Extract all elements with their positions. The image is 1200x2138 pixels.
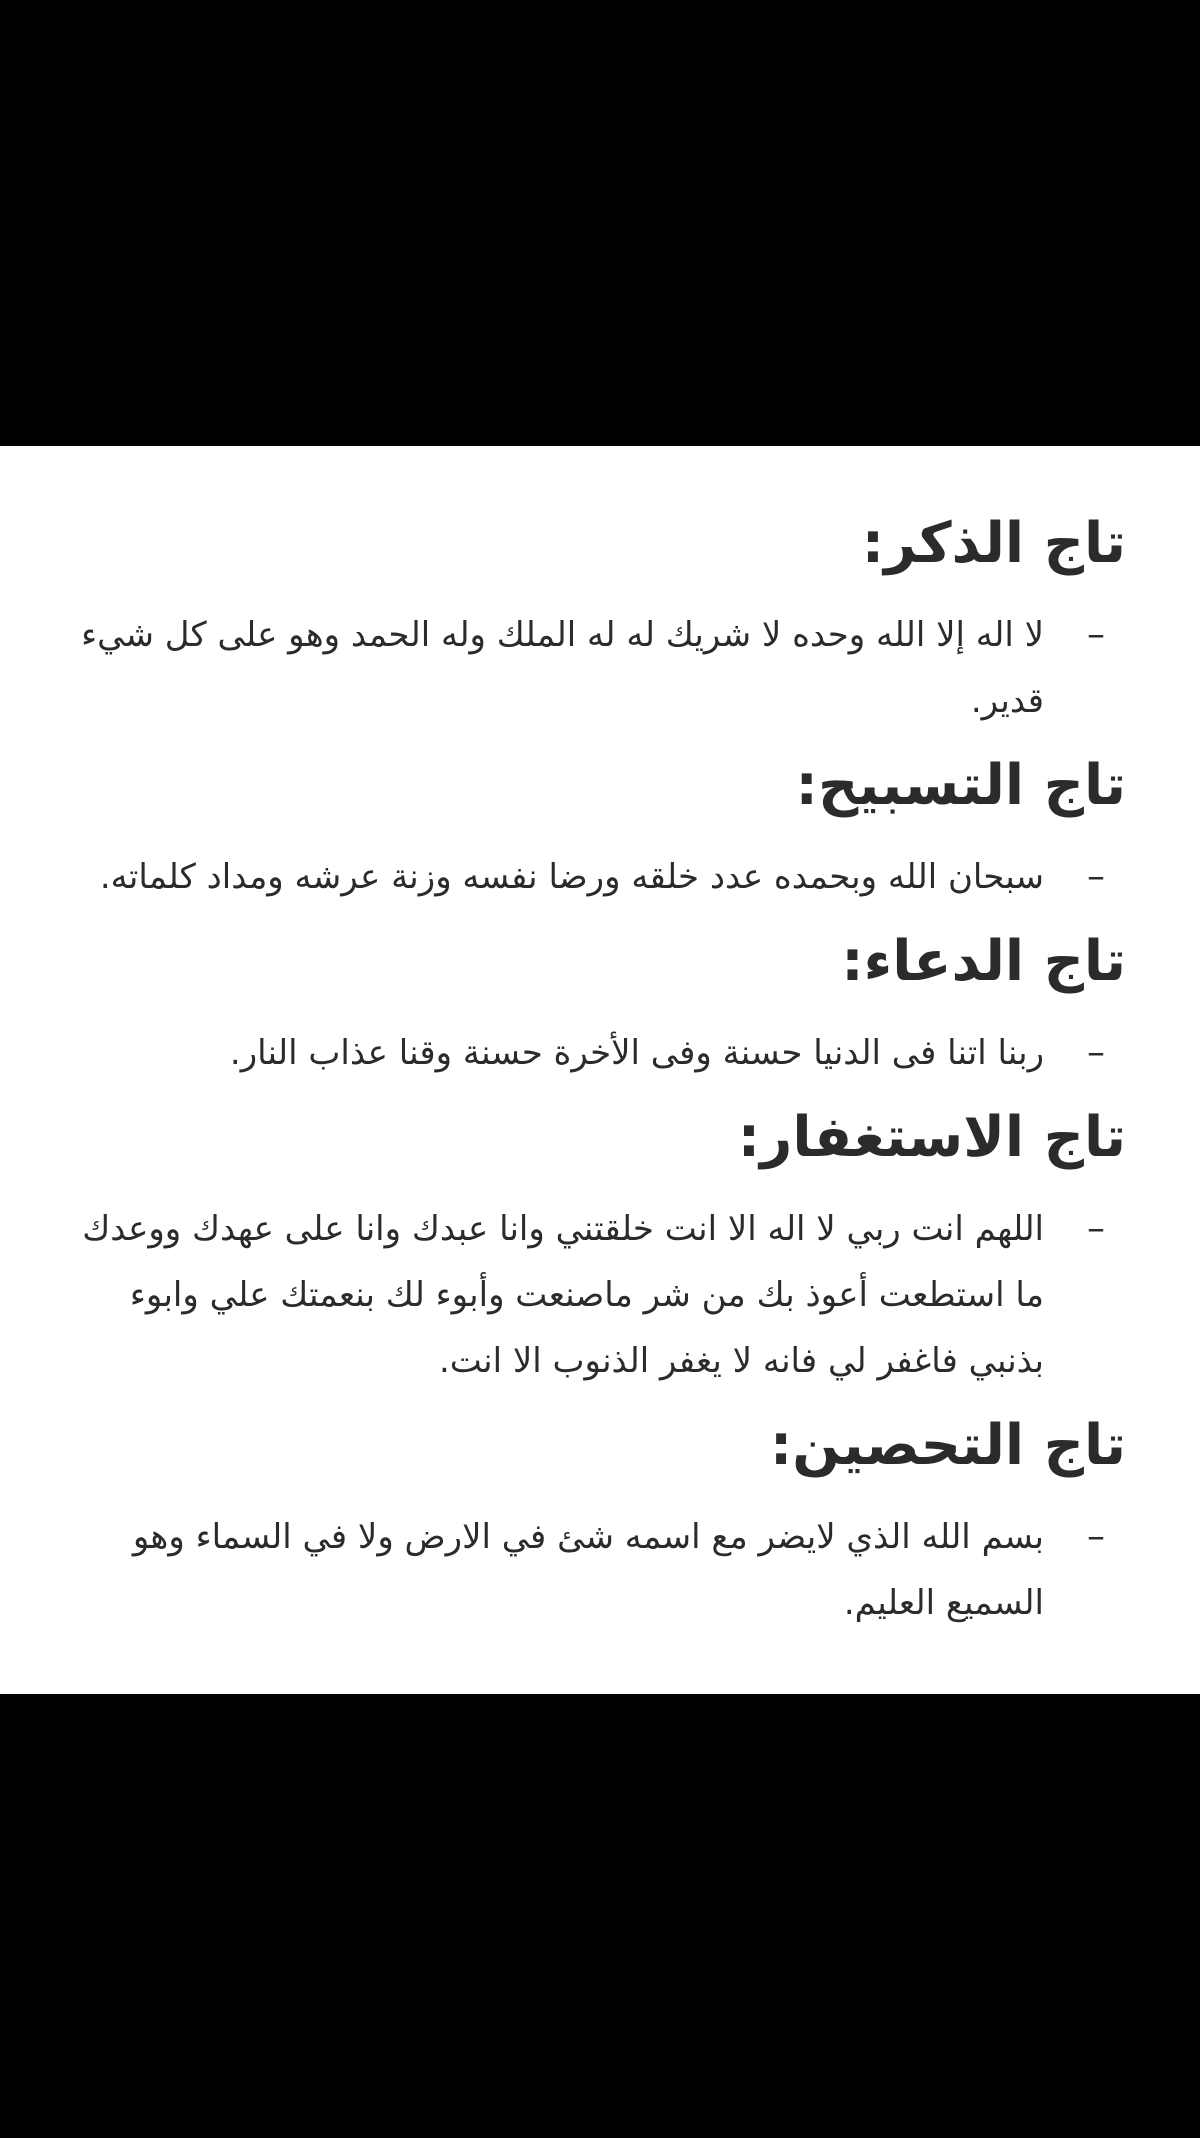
section-dua bbox=[60, 922, 1126, 1086]
section-tahseen bbox=[60, 1406, 1126, 1636]
section-title: تاج الاستغفار: bbox=[737, 1105, 1126, 1170]
list-item bbox=[60, 1020, 1126, 1086]
item-text: بسم الله الذي لايضر مع اسمه شئ في الارض ولا في السماء وهو السميع العليم. bbox=[132, 1517, 1044, 1623]
bullet-dash: – bbox=[1087, 1208, 1105, 1249]
bullet-dash: – bbox=[1087, 856, 1105, 897]
section-istighfar bbox=[60, 1098, 1126, 1394]
item-text: لا اله إلا الله وحده لا شريك له له الملك وله الحمد وهو على كل شيء قدير. bbox=[81, 615, 1044, 721]
list-item bbox=[60, 1196, 1126, 1394]
document-page bbox=[0, 446, 1200, 1694]
bullet-dash: – bbox=[1087, 614, 1105, 655]
section-title: تاج التحصين: bbox=[769, 1413, 1126, 1478]
top-black-bar bbox=[0, 0, 1200, 446]
section-title: تاج الدعاء: bbox=[841, 929, 1126, 994]
bottom-black-bar bbox=[0, 1694, 1200, 2138]
bullet-dash: – bbox=[1087, 1032, 1105, 1073]
list-item bbox=[60, 602, 1126, 734]
section-title: تاج الذكر: bbox=[861, 511, 1126, 576]
section-dhikr bbox=[60, 504, 1126, 734]
list-item bbox=[60, 844, 1126, 910]
list-item bbox=[60, 1504, 1126, 1636]
item-text: سبحان الله وبحمده عدد خلقه ورضا نفسه وزنة عرشه ومداد كلماته. bbox=[99, 857, 1044, 897]
item-text: ربنا اتنا فى الدنيا حسنة وفى الأخرة حسنة وقنا عذاب النار. bbox=[229, 1033, 1044, 1073]
item-text: اللهم انت ربي لا اله الا انت خلقتني وانا عبدك وانا على عهدك ووعدك ما استطعت أعوذ بك من شر ماصنعت وأبوء لك بنعمتك علي وابوء بذنبي فاغفر لي فانه لا يغفر الذنوب الا انت. bbox=[82, 1209, 1044, 1381]
section-tasbih bbox=[60, 746, 1126, 910]
section-title: تاج التسبيح: bbox=[795, 753, 1126, 818]
bullet-dash: – bbox=[1087, 1516, 1105, 1557]
